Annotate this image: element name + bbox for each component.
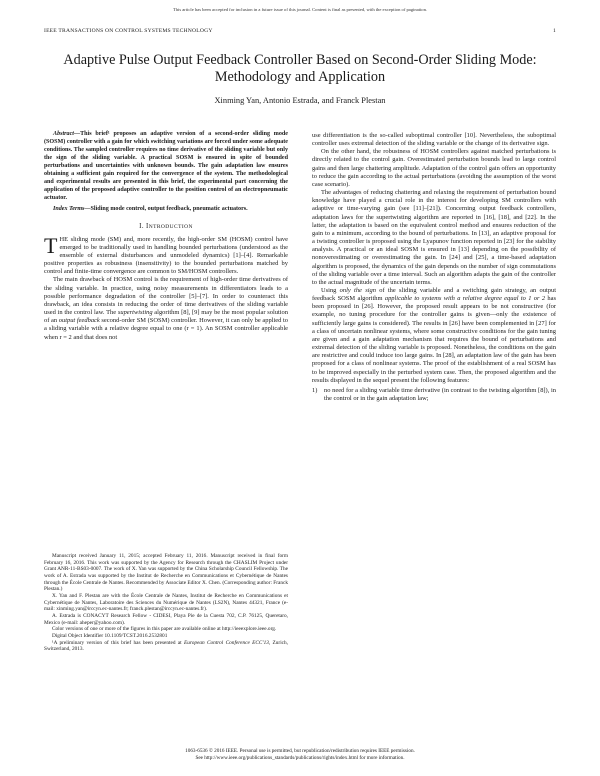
footnote-affiliation-2: A. Estrada is CONACYT Research Fellow - CIDESI, Playa Pie de la Cuesta 702, C.P. 76125, Queretaro, Mexico (e-mail: aheper@yahoo.com).	[44, 612, 288, 626]
journal-name: IEEE TRANSACTIONS ON CONTROL SYSTEMS TECHNOLOGY	[44, 28, 213, 34]
copyright-footer	[0, 748, 600, 761]
acceptance-notice: This article has been accepted for inclusion in a future issue of this journal. Content is final as presented, with the exception of pagination.	[172, 7, 428, 12]
rights-link-line: See http://www.ieee.org/publications_standards/publications/rights/index.html for more information.	[195, 754, 405, 761]
section-heading-introduction: I. INTRODUCTION	[139, 222, 193, 230]
abstract-label: Abstract—	[53, 131, 81, 137]
right-paragraph-1: use differentiation is the so-called suboptimal controller [10]. Nevertheless, the suboptimal controller uses extremal detection of the sliding variable or the change of its derivative sign.	[312, 132, 556, 148]
right-paragraph-3: The advantages of reducing chattering and relaxing the requirement of perturbation bound knowledge have played a crucial role in the interest for developing SM controllers with adaptive or time-varying gain (see [11]–[21]). Concerning output feedback controllers, adaptation laws for the supertwisting algorithm are reported in [16], [18], and [22]. In the latter, the adaptation is based on the equivalent control method and ensures reduction of the gain to a minimum, according to the bound of perturbations. In [13], an adaptive proposal for a twisting controller is proposed using the Lyapunov function reported in [23] for the stability analysis. A practical or an ideal SOSM is ensured in [13] depending on the possibility of nonoverestimating or overestimating the gain. In [24] and [25], a time-based adaptation algorithm is proposed, the dynamics of the gain depends on the number of sign commutations of the sliding variable over a time interval. Such an algorithm adapts the gain of the controller to the actual magnitude of the uncertain terms.	[312, 189, 556, 286]
right-column	[312, 132, 556, 403]
intro-paragraph-2: The main drawback of HOSM control is the requirement of high-order time derivatives of the sliding variable. In practice, using noisy measurements in differentiators leads to a possible performance degradation of the controller [5]–[7]. In order to counteract this drawback, an idea consists in reducing the order of time derivatives of the sliding variable used in the control law. The supertwisting algorithm [8], [9] may be the most popular solution of an output feedback second-order SM (SOSM) controller. However, it can only be applied to a sliding variable with a relative degree equal to one (r = 1). An SOSM controller applicable when r = 2 and that does not	[44, 276, 288, 341]
right-paragraph-2: On the other hand, the robustness of HOSM controllers against matched perturbations is directly related to the control gain. Overestimated perturbation bounds lead to large control gains and then large chattering amplitude. Adaptation of the control gain offers an opportunity to reduce the gain according to the actual perturbations (avoiding the assumption of the worst case scenario).	[312, 148, 556, 188]
feature-item-number: 1)	[312, 386, 318, 394]
index-terms-label: Index Terms—	[53, 205, 91, 212]
paper-title: Adaptive Pulse Output Feedback Controller Based on Second-Order Sliding Mode: Methodology and Application	[63, 52, 537, 85]
feature-list-item	[312, 387, 556, 403]
index-terms-text: Sliding mode control, output feedback, pneumatic actuators.	[90, 205, 248, 212]
footnote-doi: Digital Object Identifier 10.1109/TCST.2016.2532801	[52, 632, 168, 639]
running-head	[44, 28, 556, 34]
abstract-text: This brief¹ proposes an adaptive version of a second-order sliding mode (SOSM) controller with a gain for which switching variations are forced under some adequate conditions. The sampled controller requires no time derivative of the sliding variable but only the sign of the sliding variable. A practical SOSM is ensured in spite of bounded perturbations and uncertainties with unknown bounds. The gain adaptation law ensures obtaining a sufficient gain required for the convergence of the system. The methodological and experimental results are presented in this brief, the experimental part concerning the application of the proposed adaptive controller to the position control of an electropneumatic actuator.	[44, 131, 288, 201]
footnote-affiliation-1: X. Yan and F. Plestan are with the École Centrale de Nantes, Institut de Recherche en Communications et Cybernétique de Nantes, Laboratoire des Sciences du Numérique de Nantes (LS2N), Nantes 44321, France (e-mail: xinming.yan@irccyn.ec-nantes.fr; franck.plestan@irccyn.ec-nantes.fr).	[44, 592, 288, 613]
index-terms	[44, 206, 288, 214]
left-column	[44, 131, 288, 342]
page-number: 1	[553, 28, 556, 34]
drop-cap: T	[44, 232, 58, 258]
abstract	[44, 131, 288, 203]
feature-item-text: no need for a sliding variable time derivative (in contrast to the twisting algorithm [8]), in the control or in the gain adaptation law;	[324, 386, 556, 402]
intro-paragraph-1: THE sliding mode (SM) and, more recently, the high-order SM (HOSM) control have emerged to be traditionally used in handling bounded perturbations (understood as the ensemble of external disturbances and unmodeled dynamics) [1]–[4]. Remarkable positive properties as robustness (insensitivity) to the bounded perturbations matched by control and finite-time convergence are common to SM/HOSM controllers.	[44, 232, 288, 276]
footnote-color: Color versions of one or more of the figures in this paper are available online at http://ieeexplore.ieee.org.	[52, 626, 277, 633]
right-paragraph-4: Using only the sign of the sliding variable and a switching gain strategy, an output feedback SOSM algorithm applicable to systems with a relative degree equal to 1 or 2 has been proposed in [26]. However, the proposed result appears to be not constructive (for example, no tuning procedure for the controller gains is given—only the existence of sufficiently large gains is considered). The results in [26] have been complemented in [27] for a class of uncertain nonlinear systems, where some constructive conditions for the gain tuning are given and a gain adaptation mechanism that requires the bound of perturbations and extremal detection of the sliding variable is proposed. Nonetheless, the conditions on the gain are restrictive and could induce too large gains. In [28], an adaptation law of the gain has been proposed for a class of nonlinear systems. The proof of the establishment of a real SOSM has to be improved especially in the perturbed system case. Then, the proposed algorithm and the results displayed in the sequel present the following features:	[312, 286, 556, 384]
author-list: Xinming Yan, Antonio Estrada, and Franck Plestan	[214, 96, 386, 105]
footnote-preliminary: ¹A preliminary version of this brief has been presented at European Control Conference ECC'13, Zurich, Switzerland, 2013.	[44, 639, 288, 653]
footnote-manuscript: Manuscript received January 11, 2015; accepted February 11, 2016. Manuscript received in final form February 16, 2016. This work was supported by the Agency for Research through the CHASLIM Project under Grant ANR-11-BS03-0007. The work of X. Yan was supported by the China Scholarship Council Fellowship. The work of A. Estrada was supported by the Institut de Recherche en Communications et Cybernétique de Nantes through the École Centrale de Nantes. Recommended by Associate Editor X. Chen. (Corresponding author: Franck Plestan.)	[44, 553, 288, 593]
copyright-line: 1063-6536 © 2016 IEEE. Personal use is permitted, but republication/redistribution requires IEEE permission.	[185, 748, 415, 754]
footnotes	[44, 553, 288, 653]
